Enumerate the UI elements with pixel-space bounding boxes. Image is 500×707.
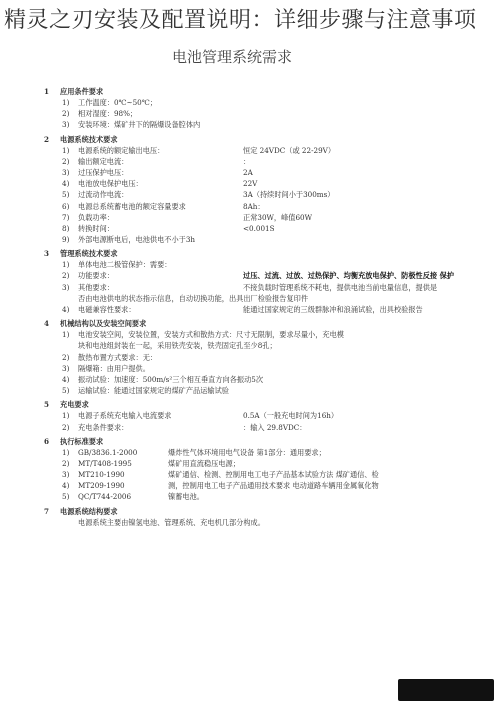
requirement-row — [44, 167, 484, 178]
item-number: 2) — [62, 109, 70, 119]
item-label: 振动试验：加速度：500m/s²三个相互垂直方向各振动5次 — [78, 374, 264, 384]
item-number: 4) — [62, 481, 70, 491]
item-value: 能通过国家规定的三级群脉冲和浪涌试验，出具校验报告 — [243, 305, 423, 314]
section-title: 执行标准要求 — [60, 436, 104, 446]
item-label: 负载功率： — [78, 212, 114, 222]
item-value: 正常30W，峰值60W — [243, 212, 313, 222]
page-title: 精灵之刃安装及配置说明：详细步骤与注意事项 — [4, 8, 477, 33]
requirement-row — [44, 363, 484, 374]
item-number: 8) — [62, 223, 70, 233]
section-title: 应用条件要求 — [60, 87, 104, 96]
item-number: 3) — [62, 363, 70, 373]
item-number: 2) — [62, 458, 70, 468]
item-value — [243, 234, 484, 245]
section-heading — [44, 134, 484, 145]
item-label: 转换时间： — [78, 223, 114, 233]
requirement-row — [44, 447, 484, 458]
section-number: 1 — [44, 87, 50, 96]
item-value: 8Ah： — [243, 201, 265, 211]
requirement-row — [44, 270, 484, 281]
item-label: 散热布置方式要求：无： — [78, 352, 158, 362]
section-title: 电源系统结构要求 — [60, 506, 118, 516]
item-number: 2) — [62, 422, 70, 432]
item-value: 2A — [243, 167, 253, 177]
item-label: 电源系统的额定输出电压： — [78, 145, 165, 155]
item-number: 5) — [62, 386, 70, 396]
item-value — [243, 119, 484, 130]
requirement-row — [44, 223, 484, 234]
section-title: 电源系统技术要求 — [60, 134, 118, 144]
item-number: 1) — [62, 145, 70, 155]
item-label: 电源子系统充电输入电流要求 — [78, 411, 172, 421]
item-label: 其他要求： — [78, 282, 114, 292]
requirement-row — [44, 410, 484, 421]
item-value: 3A（持续时间小于300ms） — [243, 190, 335, 200]
requirement-row — [44, 517, 484, 528]
item-value: ：输入 29.8VDC： — [243, 422, 307, 432]
item-label: 相对湿度：98%； — [78, 109, 138, 119]
item-value: 煤矿用直流稳压电源； — [168, 458, 240, 468]
item-number — [44, 293, 78, 304]
item-number: 9) — [62, 235, 70, 245]
item-value: 煤矿通信、检测、控制用电工电子产品基本试验方法 煤矿通信、检 — [168, 470, 379, 480]
item-value — [243, 352, 484, 363]
item-number: 3) — [62, 470, 70, 480]
requirement-row — [44, 145, 484, 156]
section-title: 机械结构以及安装空间要求 — [60, 319, 147, 329]
item-label: 否由电池供电的状态指示信息，自动切换功能，出具出厂检验报告复印件 — [78, 293, 309, 303]
item-number: 1) — [62, 447, 70, 457]
requirement-row — [44, 212, 484, 223]
section-number: 5 — [44, 400, 50, 410]
item-label: 功能要求： — [78, 271, 114, 281]
requirement-row — [44, 178, 484, 189]
item-value: 测，控制用电工电子产品通用技术要求 电动道路车辆用金属氧化物 — [168, 481, 379, 491]
item-number: 2) — [62, 156, 70, 166]
section-heading — [44, 436, 484, 447]
document-title: 电池管理系统需求 — [172, 48, 293, 66]
item-number: 3) — [62, 282, 70, 292]
item-value: 22V — [243, 179, 258, 189]
item-value — [243, 363, 484, 374]
item-number: 4) — [62, 179, 70, 189]
requirement-row — [44, 201, 484, 212]
item-number: 1) — [62, 411, 70, 421]
section-number: 6 — [44, 436, 50, 446]
requirement-row — [44, 293, 484, 304]
requirement-row — [44, 422, 484, 433]
requirement-row — [44, 480, 484, 491]
section-heading — [44, 399, 484, 410]
requirement-row — [44, 385, 484, 396]
item-value: 0.5A（一般充电时间为16h） — [243, 411, 339, 421]
item-value: 不接负载时管理系统不耗电，提供电池当前电量信息，提供是 — [243, 282, 438, 292]
requirement-row — [44, 352, 484, 363]
item-number: 4) — [62, 305, 70, 314]
requirement-row — [44, 458, 484, 469]
item-label: 单体电池二极管保护：需要： — [78, 260, 172, 270]
item-value: ： — [243, 156, 251, 166]
requirement-row — [44, 329, 484, 340]
item-number: 3) — [62, 120, 70, 130]
item-label: 电磁兼容性要求： — [78, 305, 136, 314]
requirement-row — [44, 340, 484, 351]
item-value: 恒定 24VDC（或 22-29V） — [243, 145, 336, 155]
requirement-row — [44, 156, 484, 167]
item-label: MT209-1990 — [78, 481, 125, 491]
item-label: 外部电源断电后，电池供电不小于3h — [78, 235, 196, 245]
item-number: 1) — [62, 98, 70, 107]
section-heading — [44, 318, 484, 329]
requirement-row — [44, 304, 484, 315]
item-number: 3) — [62, 167, 70, 177]
section-heading — [44, 506, 484, 517]
item-label: 输出额定电流： — [78, 156, 129, 166]
item-label: QC/T744-2006 — [78, 492, 132, 502]
section-heading — [44, 248, 484, 259]
item-label: 工作温度：0℃~50℃； — [78, 98, 157, 107]
item-number: 2) — [62, 271, 70, 281]
section-number: 3 — [44, 249, 50, 259]
section-heading — [44, 86, 484, 97]
section-title: 充电要求 — [60, 400, 89, 410]
section-number: 2 — [44, 134, 50, 144]
item-label: 块和电池组封装在一起，采用铁壳安装，铁壳固定孔至少8孔； — [78, 341, 277, 351]
item-value: 过压、过流、过放、过热保护、均衡充放电保护、防极性反接 保护 — [243, 271, 454, 281]
section-title: 管理系统技术要求 — [60, 249, 118, 259]
item-label: 电池放电保护电压： — [78, 179, 143, 189]
item-value — [243, 97, 484, 108]
item-label: 电源总系统蓄电池的额定容量要求 — [78, 201, 186, 211]
requirement-row — [44, 469, 484, 480]
watermark-block — [398, 679, 494, 701]
item-number: 6) — [62, 201, 70, 211]
item-label: 安装环境：煤矿井下的隔爆设备腔体内 — [78, 120, 201, 130]
requirement-row — [44, 119, 484, 130]
item-number: 1) — [62, 330, 70, 340]
item-number — [44, 340, 78, 351]
requirements-document — [44, 83, 484, 528]
requirement-row — [44, 97, 484, 108]
requirement-row — [44, 259, 484, 270]
section-number: 7 — [44, 506, 50, 516]
requirement-row — [44, 491, 484, 502]
item-number: 4) — [62, 374, 70, 384]
item-number — [44, 517, 78, 528]
item-label: 电池安装空间，安装位置，安装方式和散热方式：尺寸无限制，要求尽量小，充电模 — [78, 330, 344, 340]
item-label: 充电条件要求： — [78, 422, 129, 432]
item-value: 镍蓄电池。 — [168, 492, 204, 502]
item-number: 5) — [62, 492, 70, 502]
requirement-row — [44, 282, 484, 293]
item-label: 隔爆箱：由用户提供。 — [78, 363, 150, 373]
requirement-row — [44, 108, 484, 119]
item-label: MT210-1990 — [78, 470, 125, 480]
item-value: 爆炸性气体环境用电气设备 第1部分：通用要求； — [168, 447, 326, 457]
item-number: 7) — [62, 212, 70, 222]
item-number: 5) — [62, 190, 70, 200]
item-number: 1) — [62, 260, 70, 270]
section-number: 4 — [44, 319, 50, 329]
item-value — [243, 108, 484, 119]
requirement-row — [44, 374, 484, 385]
requirement-row — [44, 189, 484, 200]
requirement-row — [44, 234, 484, 245]
item-number: 2) — [62, 352, 70, 362]
item-label: 电源系统主要由镍氢电池、管理系统、充电机几部分构成。 — [78, 517, 265, 527]
item-value — [243, 259, 484, 270]
item-label: GB/3836.1-2000 — [78, 447, 138, 457]
item-value: <0.001S — [243, 223, 275, 233]
item-label: 过流动作电流： — [78, 190, 129, 200]
item-label: 运输试验：能通过国家规定的煤矿产品运输试验 — [78, 386, 229, 396]
item-label: MT/T408-1995 — [78, 458, 132, 468]
item-label: 过压保护电压： — [78, 167, 129, 177]
